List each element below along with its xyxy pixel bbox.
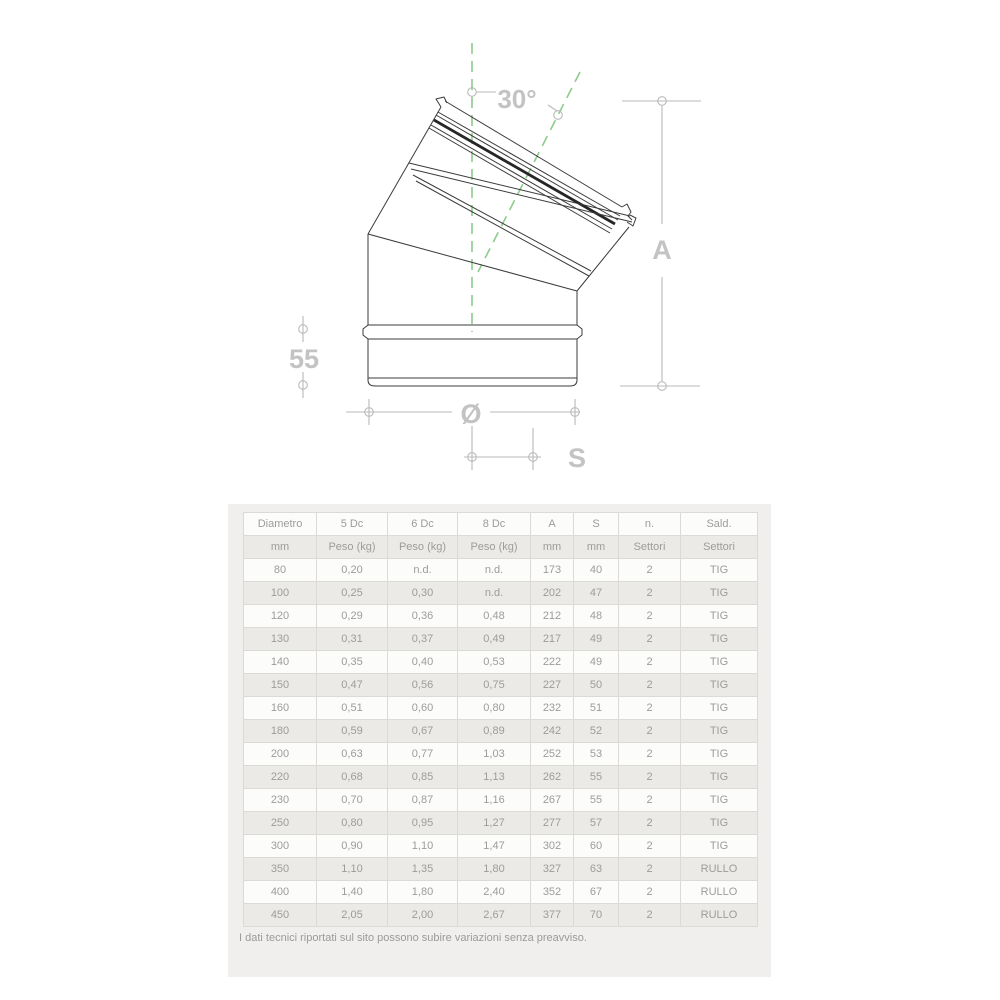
- table-row: [244, 559, 758, 582]
- sector-s-label: S: [567, 443, 587, 473]
- table-cell: 0,56: [388, 674, 458, 697]
- table-cell: 350: [244, 858, 317, 881]
- table-cell: 2: [619, 766, 681, 789]
- table-cell: 0,77: [388, 743, 458, 766]
- crimp-shadow-ridge: [434, 120, 615, 224]
- table-cell: 2: [619, 582, 681, 605]
- table-cell: TIG: [681, 628, 758, 651]
- table-cell: 202: [531, 582, 574, 605]
- table-cell: 1,40: [317, 881, 388, 904]
- table-cell: 2: [619, 881, 681, 904]
- diameter-label: Ø: [460, 399, 482, 429]
- table-cell: 2: [619, 720, 681, 743]
- table-cell: 53: [574, 743, 619, 766]
- table-cell: TIG: [681, 720, 758, 743]
- band-55-label: 55: [288, 344, 320, 374]
- table-cell: 0,59: [317, 720, 388, 743]
- table-cell: 227: [531, 674, 574, 697]
- table-cell: 49: [574, 651, 619, 674]
- table-header-cell: A: [531, 513, 574, 536]
- table-cell: 67: [574, 881, 619, 904]
- table-cell: TIG: [681, 582, 758, 605]
- table-cell: 0,48: [458, 605, 531, 628]
- spec-panel: [228, 504, 771, 977]
- table-row: [244, 628, 758, 651]
- table-cell: 2: [619, 835, 681, 858]
- table-header-cell: mm: [531, 536, 574, 559]
- spec-table-body: [244, 559, 758, 927]
- table-cell: 1,35: [388, 858, 458, 881]
- table-cell: 0,80: [458, 697, 531, 720]
- table-cell: 220: [244, 766, 317, 789]
- table-cell: 1,03: [458, 743, 531, 766]
- elbow-outline: [363, 97, 636, 386]
- table-row: [244, 904, 758, 927]
- table-cell: 0,20: [317, 559, 388, 582]
- table-cell: 0,95: [388, 812, 458, 835]
- table-header-cell: Diametro: [244, 513, 317, 536]
- table-cell: 252: [531, 743, 574, 766]
- table-cell: 0,60: [388, 697, 458, 720]
- table-cell: 100: [244, 582, 317, 605]
- table-cell: 2: [619, 697, 681, 720]
- table-row: [244, 858, 758, 881]
- table-cell: 55: [574, 766, 619, 789]
- table-cell: 327: [531, 858, 574, 881]
- table-cell: 217: [531, 628, 574, 651]
- table-cell: 2,00: [388, 904, 458, 927]
- table-cell: 200: [244, 743, 317, 766]
- spec-table-head: [244, 513, 758, 559]
- table-cell: 1,27: [458, 812, 531, 835]
- table-cell: 55: [574, 789, 619, 812]
- upper-tilted-section: [368, 97, 636, 291]
- table-cell: TIG: [681, 697, 758, 720]
- table-cell: 2: [619, 651, 681, 674]
- table-row: [244, 789, 758, 812]
- table-cell: TIG: [681, 674, 758, 697]
- table-cell: 2: [619, 628, 681, 651]
- table-cell: 302: [531, 835, 574, 858]
- table-header-cell: S: [574, 513, 619, 536]
- table-cell: 0,40: [388, 651, 458, 674]
- table-cell: 0,36: [388, 605, 458, 628]
- table-header-cell: n.: [619, 513, 681, 536]
- table-header-cell: Settori: [681, 536, 758, 559]
- table-cell: TIG: [681, 743, 758, 766]
- table-cell: 262: [531, 766, 574, 789]
- table-cell: 300: [244, 835, 317, 858]
- table-row: [244, 582, 758, 605]
- table-cell: 49: [574, 628, 619, 651]
- table-cell: 1,47: [458, 835, 531, 858]
- table-cell: 0,47: [317, 674, 388, 697]
- table-header-cell: mm: [574, 536, 619, 559]
- table-cell: 57: [574, 812, 619, 835]
- table-cell: 0,87: [388, 789, 458, 812]
- table-cell: 450: [244, 904, 317, 927]
- table-cell: 242: [531, 720, 574, 743]
- table-cell: n.d.: [388, 559, 458, 582]
- table-header-cell: Peso (kg): [458, 536, 531, 559]
- table-cell: 400: [244, 881, 317, 904]
- table-cell: TIG: [681, 812, 758, 835]
- table-cell: TIG: [681, 766, 758, 789]
- table-cell: 0,29: [317, 605, 388, 628]
- table-row: [244, 605, 758, 628]
- table-cell: 0,85: [388, 766, 458, 789]
- table-cell: 50: [574, 674, 619, 697]
- table-cell: 63: [574, 858, 619, 881]
- table-cell: TIG: [681, 835, 758, 858]
- table-header-cell: 6 Dc: [388, 513, 458, 536]
- table-cell: 267: [531, 789, 574, 812]
- table-cell: TIG: [681, 559, 758, 582]
- table-cell: 60: [574, 835, 619, 858]
- table-cell: TIG: [681, 605, 758, 628]
- table-cell: 70: [574, 904, 619, 927]
- table-cell: 230: [244, 789, 317, 812]
- table-cell: 0,67: [388, 720, 458, 743]
- table-cell: 0,37: [388, 628, 458, 651]
- table-cell: 2: [619, 743, 681, 766]
- table-cell: 180: [244, 720, 317, 743]
- table-cell: 47: [574, 582, 619, 605]
- table-cell: 0,70: [317, 789, 388, 812]
- angle-label: 30°: [497, 84, 537, 114]
- table-cell: 2: [619, 858, 681, 881]
- table-cell: 2: [619, 904, 681, 927]
- table-cell: TIG: [681, 651, 758, 674]
- table-cell: 130: [244, 628, 317, 651]
- table-cell: 52: [574, 720, 619, 743]
- table-cell: 51: [574, 697, 619, 720]
- table-cell: 0,31: [317, 628, 388, 651]
- table-cell: 80: [244, 559, 317, 582]
- dimension-labels: [289, 84, 672, 473]
- table-cell: 212: [531, 605, 574, 628]
- table-cell: 1,80: [458, 858, 531, 881]
- table-cell: 2,40: [458, 881, 531, 904]
- table-cell: RULLO: [681, 858, 758, 881]
- table-cell: 0,75: [458, 674, 531, 697]
- table-cell: 352: [531, 881, 574, 904]
- height-a-label: A: [652, 235, 672, 265]
- table-cell: 1,10: [317, 858, 388, 881]
- footer-note: I dati tecnici riportati sul sito possono subire variazioni senza preavviso.: [239, 932, 587, 944]
- table-cell: 0,49: [458, 628, 531, 651]
- dim-s-ticks: [472, 426, 533, 470]
- table-header-cell: Settori: [619, 536, 681, 559]
- table-cell: 1,80: [388, 881, 458, 904]
- table-cell: 0,51: [317, 697, 388, 720]
- spec-table: [243, 512, 758, 927]
- table-cell: 140: [244, 651, 317, 674]
- table-cell: 2: [619, 789, 681, 812]
- table-cell: 173: [531, 559, 574, 582]
- table-header-cell: mm: [244, 536, 317, 559]
- table-cell: 232: [531, 697, 574, 720]
- table-cell: 48: [574, 605, 619, 628]
- table-cell: 0,35: [317, 651, 388, 674]
- table-row: [244, 697, 758, 720]
- table-cell: 0,63: [317, 743, 388, 766]
- table-cell: 2: [619, 559, 681, 582]
- table-cell: 2,67: [458, 904, 531, 927]
- table-cell: 377: [531, 904, 574, 927]
- table-row: [244, 766, 758, 789]
- table-row: [244, 674, 758, 697]
- table-cell: 120: [244, 605, 317, 628]
- table-cell: 2: [619, 674, 681, 697]
- table-row: [244, 720, 758, 743]
- table-row: [244, 835, 758, 858]
- angle-leader-line-2: [548, 105, 557, 111]
- table-header-cell: Sald.: [681, 513, 758, 536]
- table-cell: 1,10: [388, 835, 458, 858]
- table-cell: TIG: [681, 789, 758, 812]
- header-row: [244, 536, 758, 559]
- table-row: [244, 812, 758, 835]
- table-cell: 150: [244, 674, 317, 697]
- table-cell: 0,90: [317, 835, 388, 858]
- table-cell: 0,89: [458, 720, 531, 743]
- table-row: [244, 743, 758, 766]
- table-row: [244, 881, 758, 904]
- table-cell: 160: [244, 697, 317, 720]
- table-cell: RULLO: [681, 881, 758, 904]
- table-cell: 222: [531, 651, 574, 674]
- table-cell: 1,16: [458, 789, 531, 812]
- table-cell: 277: [531, 812, 574, 835]
- table-cell: 1,13: [458, 766, 531, 789]
- table-header-cell: Peso (kg): [388, 536, 458, 559]
- table-row: [244, 651, 758, 674]
- table-cell: RULLO: [681, 904, 758, 927]
- lower-cylinder: [363, 234, 582, 386]
- table-header-cell: Peso (kg): [317, 536, 388, 559]
- dimension-circle-markers: [299, 88, 667, 462]
- table-cell: n.d.: [458, 582, 531, 605]
- table-cell: 0,30: [388, 582, 458, 605]
- table-cell: 2,05: [317, 904, 388, 927]
- table-header-cell: 8 Dc: [458, 513, 531, 536]
- table-cell: 0,68: [317, 766, 388, 789]
- dimension-lines: [299, 88, 701, 470]
- table-cell: 40: [574, 559, 619, 582]
- header-row: [244, 513, 758, 536]
- table-cell: 0,53: [458, 651, 531, 674]
- table-cell: n.d.: [458, 559, 531, 582]
- table-header-cell: 5 Dc: [317, 513, 388, 536]
- table-cell: 250: [244, 812, 317, 835]
- table-cell: 2: [619, 605, 681, 628]
- table-cell: 2: [619, 812, 681, 835]
- table-cell: 0,25: [317, 582, 388, 605]
- table-cell: 0,80: [317, 812, 388, 835]
